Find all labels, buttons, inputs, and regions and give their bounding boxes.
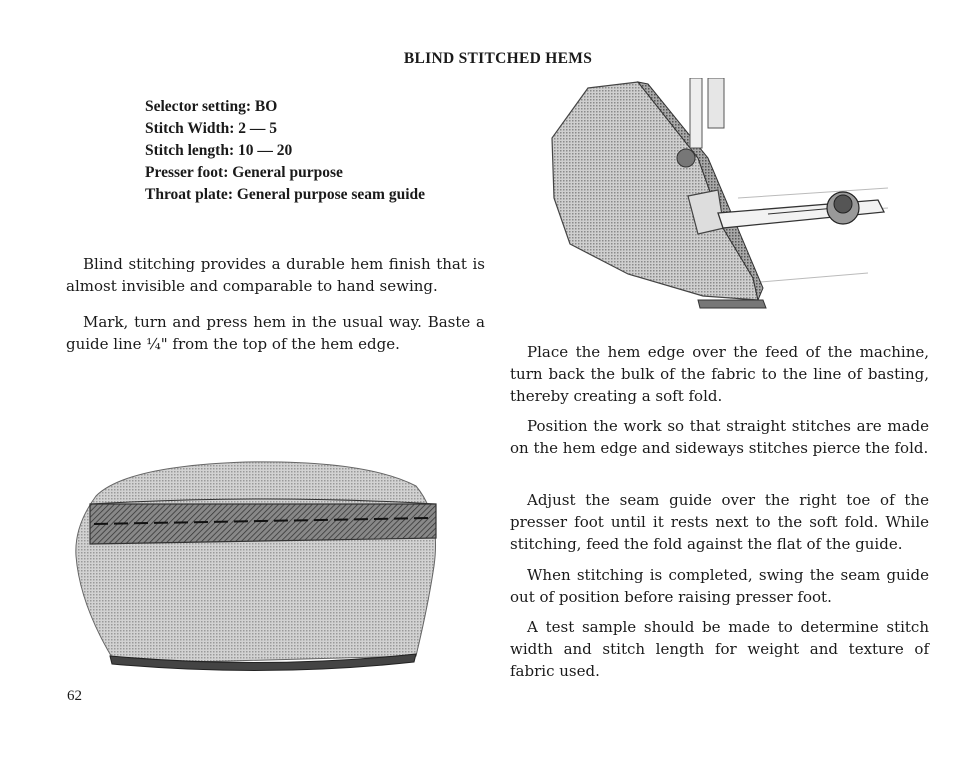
page-title: BLIND STITCHED HEMS [403, 50, 593, 67]
machine-settings [145, 96, 425, 206]
selector-setting: Selector setting: BO [145, 98, 278, 115]
place-hem-paragraph: Place the hem edge over the feed of the machine, turn back the bulk of the fabric to the line of basting, thereby creating a soft fold. [510, 343, 929, 405]
folded-hem-illustration [66, 456, 444, 676]
test-sample-paragraph: A test sample should be made to determine stitch width and stitch length for weight and texture of fabric used. [510, 618, 929, 680]
position-work-paragraph: Position the work so that straight stitches are made on the hem edge and sideways stitches pierce the fold. [510, 417, 929, 457]
page-number: 62 [67, 688, 82, 704]
intro-paragraph: Blind stitching provides a durable hem finish that is almost invisible and comparable to hand sewing. [66, 255, 485, 295]
baste-paragraph: Mark, turn and press hem in the usual way. Baste a guide line ¼" from the top of the hem edge. [66, 313, 485, 353]
presser-foot-setting: Presser foot: General purpose [145, 164, 343, 181]
sewing-machine-illustration [548, 78, 898, 314]
adjust-guide-paragraph: Adjust the seam guide over the right toe of the presser foot until it rests next to the soft fold. While stitching, feed the fold against the flat of the guide. [510, 491, 929, 553]
swing-guide-paragraph: When stitching is completed, swing the seam guide out of position before raising presser foot. [510, 566, 929, 606]
throat-plate-setting: Throat plate: General purpose seam guide [145, 186, 425, 203]
stitch-width-setting: Stitch Width: 2 — 5 [145, 120, 278, 137]
stitch-length-setting: Stitch length: 10 — 20 [145, 142, 293, 159]
